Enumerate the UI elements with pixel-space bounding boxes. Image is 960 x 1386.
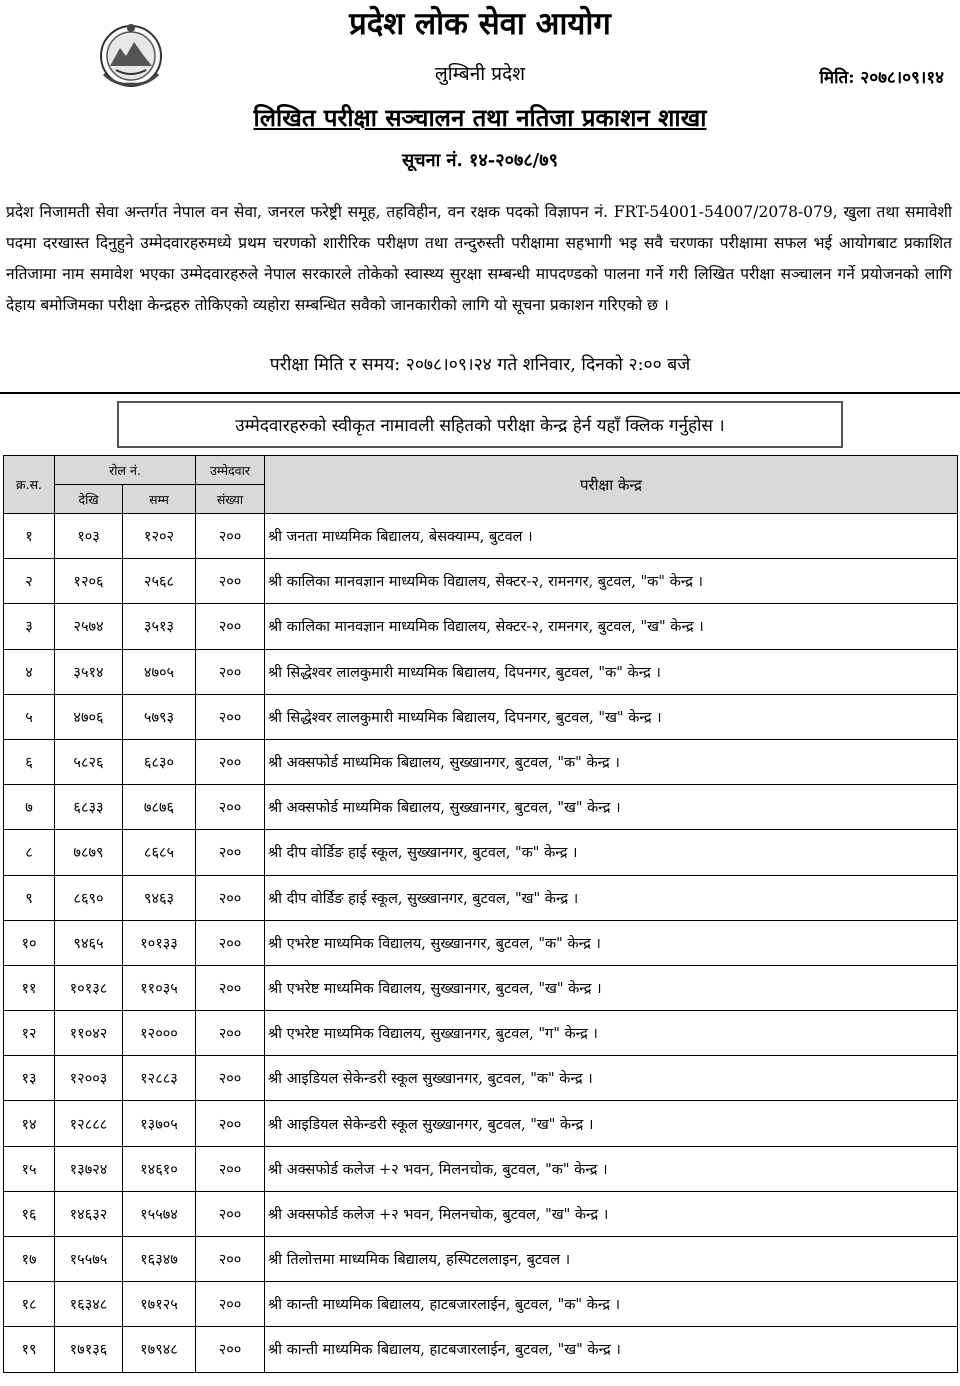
table-row: [4, 1011, 958, 1056]
row-roll-from: १२८८८: [55, 1101, 123, 1146]
row-roll-from: १३७२४: [55, 1146, 123, 1191]
row-candidate-count: २००: [196, 1056, 265, 1101]
row-sn: ५: [4, 694, 55, 739]
row-sn: ३: [4, 604, 55, 649]
notice-paragraph: प्रदेश निजामती सेवा अन्तर्गत नेपाल वन सेवा, जनरल फरेष्ट्री समूह, तहविहीन, वन रक्षक पदको विज्ञापन नं. FRT-54001-54007/2078-079, खुला तथा समावेशी पदमा दरखास्त दिनुहुने उम्मेदवारहरुमध्ये प्रथम चरणको शारीरिक परीक्षण तथा तन्दुरुस्ती परीक्षामा सहभागी भइ सवै चरणका परीक्षामा सफल भई आयोगबाट प्रकाशित नतिजामा नाम समावेश भएका उम्मेदवारहरुले नेपाल सरकारले तोकेको स्वास्थ्य सुरक्षा सम्बन्धी मापदण्डको पालना गर्ने गरी लिखित परीक्षा सञ्चालन गर्ने प्रयोजनको लागि देहाय बमोजिमका परीक्षा केन्द्रहरु तोकिएको व्यहोरा सम्बन्धित सवैको जानकारीको लागि यो सूचना प्रकाशन गरिएको छ ।: [6, 203, 952, 314]
row-candidate-count: २००: [196, 785, 265, 830]
row-roll-to: ७८७६: [123, 785, 196, 830]
row-sn: ४: [4, 649, 55, 694]
row-candidate-count: २००: [196, 1191, 265, 1236]
header-center: परीक्षा केन्द्र: [265, 456, 958, 514]
row-roll-to: ५७९३: [123, 694, 196, 739]
row-sn: १२: [4, 1011, 55, 1056]
row-roll-from: १४६३२: [55, 1191, 123, 1236]
row-roll-from: १०३: [55, 514, 123, 559]
row-roll-to: १०१३३: [123, 920, 196, 965]
row-roll-from: ५८२६: [55, 739, 123, 784]
row-roll-from: ३५१४: [55, 649, 123, 694]
row-roll-from: ८६९०: [55, 875, 123, 920]
header-count-line2: संख्या: [196, 485, 265, 514]
row-exam-center: श्री अक्सफोर्ड माध्यमिक बिद्यालय, सुख्खानगर, बुटवल, "ख" केन्द्र ।: [265, 785, 958, 830]
row-roll-to: ११०३५: [123, 965, 196, 1010]
row-sn: १६: [4, 1191, 55, 1236]
row-roll-to: ६८३०: [123, 739, 196, 784]
row-candidate-count: २००: [196, 739, 265, 784]
table-row: [4, 694, 958, 739]
table-row: [4, 1056, 958, 1101]
row-candidate-count: २००: [196, 1327, 265, 1372]
row-exam-center: श्री आइडियल सेकेन्डरी स्कूल सुख्खानगर, बुटवल, "क" केन्द्र ।: [265, 1056, 958, 1101]
row-sn: २: [4, 559, 55, 604]
row-roll-from: १६३४८: [55, 1282, 123, 1327]
row-candidate-count: २००: [196, 1146, 265, 1191]
divider: [0, 392, 960, 394]
table-row: [4, 1237, 958, 1282]
row-roll-from: ९४६५: [55, 920, 123, 965]
table-row: [4, 649, 958, 694]
row-candidate-count: २००: [196, 514, 265, 559]
exam-centers-table: [3, 455, 958, 1373]
row-roll-from: २५७४: [55, 604, 123, 649]
table-row: [4, 1191, 958, 1236]
row-roll-from: १७१३६: [55, 1327, 123, 1372]
table-row: [4, 559, 958, 604]
row-sn: १०: [4, 920, 55, 965]
row-roll-to: १६३४७: [123, 1237, 196, 1282]
row-exam-center: श्री सिद्धेश्वर लालकुमारी माध्यमिक बिद्यालय, दिपनगर, बुटवल, "ख" केन्द्र ।: [265, 694, 958, 739]
row-roll-from: ४७०६: [55, 694, 123, 739]
row-roll-to: १२८८३: [123, 1056, 196, 1101]
row-sn: १४: [4, 1101, 55, 1146]
row-sn: १५: [4, 1146, 55, 1191]
row-sn: ८: [4, 830, 55, 875]
table-row: [4, 965, 958, 1010]
row-exam-center: श्री आइडियल सेकेन्डरी स्कूल सुख्खानगर, बुटवल, "ख" केन्द्र ।: [265, 1101, 958, 1146]
table-row: [4, 514, 958, 559]
table-row: [4, 1101, 958, 1146]
row-exam-center: श्री दीप वोर्डिङ हाई स्कूल, सुख्खानगर, बुटवल, "ख" केन्द्र ।: [265, 875, 958, 920]
row-roll-to: ३५१३: [123, 604, 196, 649]
organization-title: प्रदेश लोक सेवा आयोग: [349, 6, 611, 42]
table-row: [4, 739, 958, 784]
row-exam-center: श्री दीप वोर्डिङ हाई स्कूल, सुख्खानगर, बुटवल, "क" केन्द्र ।: [265, 830, 958, 875]
row-sn: ९: [4, 875, 55, 920]
row-roll-to: २५६८: [123, 559, 196, 604]
header-roll: रोल नं.: [55, 456, 196, 485]
row-sn: १: [4, 514, 55, 559]
header-to: सम्म: [123, 485, 196, 514]
row-exam-center: श्री एभरेष्ट माध्यमिक विद्यालय, सुख्खानगर, बुटवल, "ग" केन्द्र ।: [265, 1011, 958, 1056]
notice-number: सूचना नं. १४-२०७८/७९: [402, 150, 558, 171]
row-sn: ११: [4, 965, 55, 1010]
table-row: [4, 1327, 958, 1372]
header-count-line1: उम्मेदवार: [196, 456, 265, 485]
row-exam-center: श्री जनता माध्यमिक बिद्यालय, बेसक्याम्प, बुटवल ।: [265, 514, 958, 559]
row-candidate-count: २००: [196, 559, 265, 604]
row-sn: १८: [4, 1282, 55, 1327]
notice-date: मिति: २०७८।०९।१४: [819, 68, 944, 88]
row-roll-from: ६८३३: [55, 785, 123, 830]
row-roll-to: १४६१०: [123, 1146, 196, 1191]
province-name: लुम्बिनी प्रदेश: [434, 63, 526, 85]
header-from: देखि: [55, 485, 123, 514]
table-row: [4, 604, 958, 649]
row-exam-center: श्री अक्सफोर्ड कलेज +२ भवन, मिलनचोक, बुटवल, "ख" केन्द्र ।: [265, 1191, 958, 1236]
row-exam-center: श्री अक्सफोर्ड माध्यमिक बिद्यालय, सुख्खानगर, बुटवल, "क" केन्द्र ।: [265, 739, 958, 784]
row-candidate-count: २००: [196, 1011, 265, 1056]
row-sn: ७: [4, 785, 55, 830]
row-sn: १९: [4, 1327, 55, 1372]
row-roll-from: १५५७५: [55, 1237, 123, 1282]
row-sn: १३: [4, 1056, 55, 1101]
row-roll-from: १०१३८: [55, 965, 123, 1010]
row-exam-center: श्री कालिका मानवज्ञान माध्यमिक विद्यालय, सेक्टर-२, रामनगर, बुटवल, "क" केन्द्र ।: [265, 559, 958, 604]
row-roll-to: १७९४८: [123, 1327, 196, 1372]
row-roll-from: १२००३: [55, 1056, 123, 1101]
row-exam-center: श्री एभरेष्ट माध्यमिक विद्यालय, सुख्खानगर, बुटवल, "क" केन्द्र ।: [265, 920, 958, 965]
view-candidate-list-link[interactable]: उम्मेदवारहरुको स्वीकृत नामावली सहितको परीक्षा केन्द्र हेर्न यहाँ क्लिक गर्नुहोस ।: [117, 401, 843, 448]
table-row: [4, 785, 958, 830]
row-roll-to: १७१२५: [123, 1282, 196, 1327]
row-candidate-count: २००: [196, 830, 265, 875]
exam-date-time: परीक्षा मिति र समय: २०७८।०९।२४ गते शनिवार, दिनको २:०० बजे: [269, 355, 691, 375]
row-exam-center: श्री सिद्धेश्वर लालकुमारी माध्यमिक बिद्यालय, दिपनगर, बुटवल, "क" केन्द्र ।: [265, 649, 958, 694]
table-row: [4, 875, 958, 920]
row-candidate-count: २००: [196, 1237, 265, 1282]
row-roll-to: १३७०५: [123, 1101, 196, 1146]
row-candidate-count: २००: [196, 965, 265, 1010]
row-candidate-count: २००: [196, 694, 265, 739]
row-sn: १७: [4, 1237, 55, 1282]
table-row: [4, 830, 958, 875]
row-roll-from: ७८७९: [55, 830, 123, 875]
row-roll-to: ९४६३: [123, 875, 196, 920]
row-sn: ६: [4, 739, 55, 784]
row-roll-to: ८६८५: [123, 830, 196, 875]
row-exam-center: श्री कान्ती माध्यमिक बिद्यालय, हाटबजारलाईन, बुटवल, "क" केन्द्र ।: [265, 1282, 958, 1327]
row-candidate-count: २००: [196, 875, 265, 920]
row-candidate-count: २००: [196, 1101, 265, 1146]
header-sn: क्र.स.: [4, 456, 55, 514]
row-roll-from: १२०६: [55, 559, 123, 604]
row-roll-to: १२०००: [123, 1011, 196, 1056]
row-candidate-count: २००: [196, 604, 265, 649]
row-roll-to: १२०२: [123, 514, 196, 559]
row-exam-center: श्री अक्सफोर्ड कलेज +२ भवन, मिलनचोक, बुटवल, "क" केन्द्र ।: [265, 1146, 958, 1191]
row-candidate-count: २००: [196, 1282, 265, 1327]
row-exam-center: श्री तिलोत्तमा माध्यमिक बिद्यालय, हस्पिटललाइन, बुटवल ।: [265, 1237, 958, 1282]
row-roll-to: १५५७४: [123, 1191, 196, 1236]
row-exam-center: श्री एभरेष्ट माध्यमिक विद्यालय, सुख्खानगर, बुटवल, "ख" केन्द्र ।: [265, 965, 958, 1010]
row-roll-to: ४७०५: [123, 649, 196, 694]
row-exam-center: श्री कालिका मानवज्ञान माध्यमिक विद्यालय, सेक्टर-२, रामनगर, बुटवल, "ख" केन्द्र ।: [265, 604, 958, 649]
branch-title: लिखित परीक्षा सञ्चालन तथा नतिजा प्रकाशन शाखा: [253, 103, 707, 132]
table-row: [4, 1146, 958, 1191]
row-candidate-count: २००: [196, 920, 265, 965]
table-row: [4, 920, 958, 965]
table-row: [4, 1282, 958, 1327]
row-candidate-count: २००: [196, 649, 265, 694]
row-exam-center: श्री कान्ती माध्यमिक बिद्यालय, हाटबजारलाईन, बुटवल, "ख" केन्द्र ।: [265, 1327, 958, 1372]
row-roll-from: ११०४२: [55, 1011, 123, 1056]
